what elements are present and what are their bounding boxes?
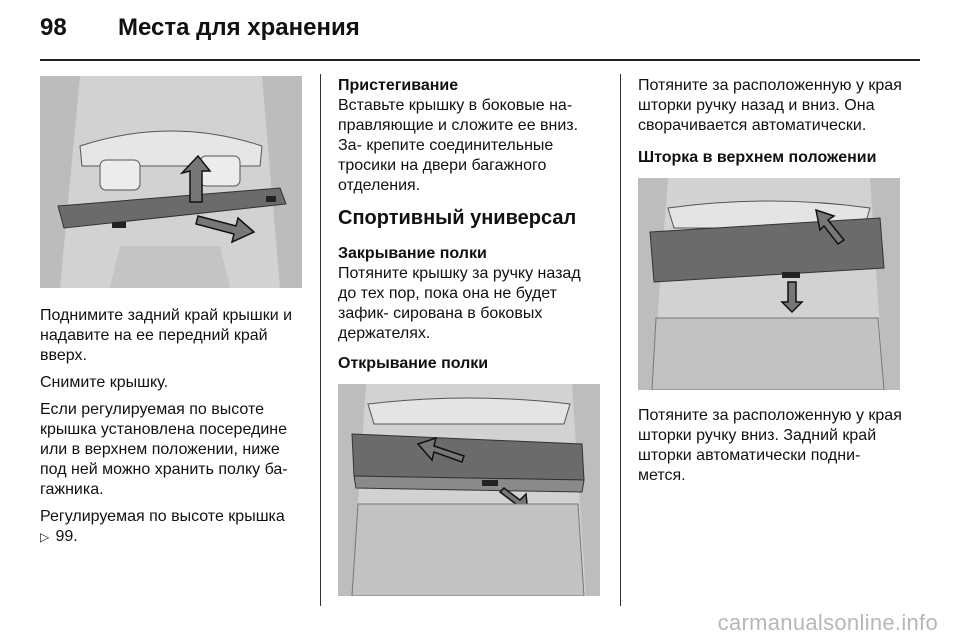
figure-lift-cover (40, 76, 302, 288)
heading-close-shelf: Закрывание полки (338, 245, 487, 262)
figure-open-shelf (338, 384, 600, 596)
arrow-reference-icon: ▷ (40, 530, 50, 544)
column-divider-2 (620, 74, 621, 606)
paragraph-height-adjustable (40, 507, 302, 547)
paragraph-pull-down-back: Потяните за расположенную у края шторки ручку назад и вниз. Она сворачивается автоматически. (638, 77, 902, 134)
watermark: carmanualsonline.info (717, 610, 938, 635)
heading-upper-position: Шторка в верхнем положении (638, 149, 877, 166)
paragraph-fastening: Вставьте крышку в боковые на- правляющие и сложите ее вниз. За- крепите соединительные тросики на двери багажного отделения. (338, 97, 579, 194)
figure-upper-position (638, 178, 900, 390)
paragraph-lift-cover: Поднимите задний край крышки и надавите на ее передний край вверх. (40, 307, 293, 364)
heading-open-shelf: Открывание полки (338, 355, 489, 372)
heading-sports-tourer: Спортивный универсал (338, 207, 577, 229)
column-divider-1 (320, 74, 321, 606)
paragraph-pull-down-upper: Потяните за расположенную у края шторки ручку вниз. Задний край шторки автоматически подни- мется. (638, 407, 902, 484)
paragraph-height-adjustable-text: Регулируемая по высоте крышка (40, 508, 285, 525)
page-header (40, 14, 920, 54)
page-reference-link[interactable]: 99. (55, 528, 78, 545)
column-2 (338, 76, 602, 596)
paragraph-shelf-storage: Если регулируемая по высоте крышка установлена посередине или в верхнем положении, ниже под ней можно хранить полку ба- гажника. (40, 401, 288, 498)
paragraph-close-shelf: Потяните крышку за ручку назад до тех пор, пока она не будет зафик- сирована в боковых держателях. (338, 265, 581, 342)
paragraph-remove-cover: Снимите крышку. (40, 374, 169, 391)
column-3 (638, 76, 904, 493)
header-divider (40, 59, 920, 61)
page-title: Места для хранения (118, 14, 360, 41)
column-1 (40, 76, 302, 554)
page-number: 98 (40, 14, 67, 41)
heading-fastening: Пристегивание (338, 77, 459, 94)
